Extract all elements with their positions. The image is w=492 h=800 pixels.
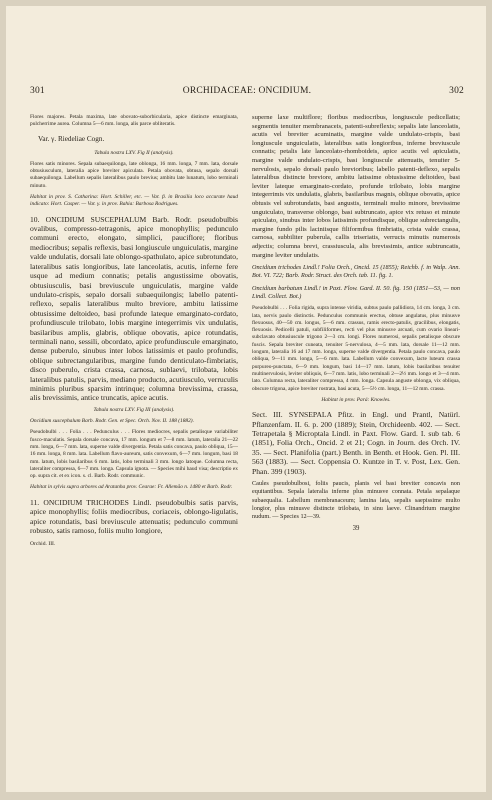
species-10-description: 10. ONCIDIUM SUSCEPHALUM Barb. Rodr. pseudobulbis ovalibus, compresso-tetragonis, apice monophyllis; pedunculo communi erecto, elongato, simplici, pauciflore; floribus mediocribus; sepalis reflexis, basi longiuscule unguiculatis, margine valde undulatis, dorsali late oblongo-spathulato, apice subrotundato, lateralibus satis longioribus, late lanceolatis, acutis, inferne fere usque ad medium connatis; petalis angustissime obovatis, obtusiusculis, basi breviuscule unguiculatis, margine valde undulato-crispis, sepalo dorsali subaequilongis; labello patenti-reflexo, sepalis lateralibus multo breviore, ambitu latissime obtusissime deltoideo, basi profunde lateque emarginato-cordato, profundiuscule trilobato, lobis margine integerrimis vix undulatis, basilaribus amplis, glabris, oblique obovatis, apice rotundatis, terminali nano, sessili, obcordato, apice profundiuscule emarginato, dense puberulo, sinubus inter lobos latissimis et paulo profundis, oblique subrectangularibus, margine fundo denticulato-fimbriatis, disco puberulo, crista crassa, carnosa, sublaevi, trilobata, lobis lateralibus patulis, parvis, mediano producto, acutiusculo, verruculis minimis pluribus sparsim intrinque; columna brevissima, crassa, alis brevissimis, antice truncatis, apice acutis. <box>30 214 238 403</box>
species-11-description: 11. ONCIDIUM TRICHODES Lindl. pseudobulbis satis parvis, apice monophyllis; foliis mediocribus, coriaceis, oblongo-ligulatis, apice rotundatis, basi breviuscule attenuatis; pedunculo communi robusto, satis ramoso, foliis multo longiore, <box>30 497 238 535</box>
species-10-tabula: Tabula nostra LXV. Fig III (analysis). <box>93 406 175 413</box>
species-10-details: Pseudobulbi . . . Folia . . . Pedunculus . . . Flores mediocres, sepalis petalisque variabiliter fusco-maculatis. Sepala dorsale concava, 17 mm. longum et 7—8 mm. latum, lateralia 21—22 mm. longa, 6—7 mm. lata, superne valde divergentia. Petala satis concava, paulo obliqua, 15—16 mm. longa, 8 mm. lata. Labellum flavo-aureum, satis convexum, 6—7 mm. longum, basi 18 mm. latum, lobis basilaribus 6 mm. latis, lobo terminali 3 mm. longo latoque. Columna recta, lateraliter compressa, 6—7 mm. longa. Capsula ignota. — Species mihi haud visa; descriptio ex op. supra cit. et ex icon. s. cl. Barb. Rodr. communic. <box>30 429 238 480</box>
running-title: ORCHIDACEAE: ONCIDIUM. <box>182 86 312 96</box>
species-11-citation-1: Oncidium trichodes Lindl.! Folia Orch., Oncid. 15 (1855); Reichb. f. in Walp. Ann. Bot. VI. 722; Barb. Rodr. Struct. des Orch. tab. 11. fig. 1. <box>252 264 460 280</box>
left-column <box>30 114 238 774</box>
species-10-habitat: Habitat in sylvis supra arbores ad Aratanha prov. Cearae: Fr. Allemão n. 1480 et Barb. Rodr. <box>30 484 233 491</box>
page-number-right: 302 <box>449 86 464 96</box>
paragraph-flores-majores: Flores majores. Petala maxima, late obovato-suborbicularia, apice distincte emarginata, pulcherrime aurea. Columna 5—6 mm. longa, alis parce obliteratis. <box>30 114 238 128</box>
page-header <box>30 86 464 102</box>
section-synsepala-heading: Sect. III. SYNSEPALA Pfitz. in Engl. und Prantl, Natürl. Pflanzenfam. II. 6. p. 200 (1889); Stein, Orchideenb. 402. — Sect. Tetrapetala § Microptala Lindl. in Paxt. Flow. Gard. I. sub tab. 6 (1851), Folia Orch., Oncid. 2 et 21; Cogn. in Journ. des Orch. IV. 35. — Sect. Planifolia (part.) Benth. in Benth. et Hook. Gen. Pl. III. 563 (1883). — Sect. Coppensia O. Kuntze in T. v. Post, Lex. Gen. Phan. 399 (1903). <box>252 410 460 476</box>
variety-tabula: Tabula nostra LXV. Fig II (analysis). <box>94 149 174 156</box>
page-footer-left <box>30 541 238 551</box>
species-11-details: Pseudobulbi . . . Folia rigida, supra intense viridia, subtus paulo pallidiora, 14 cm. longa, 3 cm. lata, nervis paulo distinctis. Pedunculus communis erectus, obtuse angulatus, plus minusve flexuosus, 40—50 cm. longus, 5—6 mm. crassus, ramis erecto-patulis, gracilibus, elongatis, flexuosis. Pedicelli patuli, subfiliformes, recti vel plus minusve arcuati, cum ovario lineari-subclavato obtusiuscule trigono 2—3 cm. longi. Flores numerosi, sepalis petalisque obscure fuscis. Sepala breviter cuneata, tenuiter 5-nervulosa, 4—5 mm. lata, dorsale 11—12 mm. longum, lateralia 16 ad 17 mm. longa, superne valde divergentia. Petala paulo concava, paulo obliqua, 9—11 mm. longa, 5—6 mm. lata. Labellum valde convexum, lacte luteum crassa purpureo-punctata, 6—9 mm. longum, basi 14—17 mm. latum, lobis basilaribus tenuiter multinervulosis, leviter obliquis, 6—7 mm. latis, lobo terminali 2—2½ mm. longo et 3—4 mm. lato. Columna recta, lateraliter compressa, 4 mm. longa. Capsula anguste oblonga, vix obliqua, obscure trigona, apice breviter rostrata, basi acuta, 5—5½ cm. longa, 11—12 mm. crassa. <box>252 305 460 392</box>
bottom-page-number: 39 <box>352 525 360 533</box>
species-11-habitat: Habitat in prov. Pará: Knowles. <box>321 396 391 403</box>
species-11-citation-2: Oncidium barbatum Lindl.! in Paxt. Flow. Gard. II. 50. fig. 150 (1851—53, — non Lindl. Collect. Bot.) <box>252 284 460 300</box>
species-10-citation: Oncidium suscephalum Barb. Rodr. Gen. et Spec. Orch. Nov. II. 188 (1882). <box>30 418 194 425</box>
habitat-variety: Habitat in prov. S. Catharina: Hort. Schiller, etc. — Var. β. in Brasilia loco accurate haud indicato: Hort. Casper. — Var. γ. in prov. Bahia: Barbosa Rodrigues. <box>30 194 238 208</box>
page-number-left: 301 <box>30 86 45 96</box>
signature-mark: Orchid. III. <box>30 541 56 548</box>
variety-description: Flores satis minores. Sepala subaequilonga, late oblonga, 16 mm. longa, 7 mm. lata, dorsale obtusiusculum, lateralia apice breviter apiculata. Petala obovata, obtusa, sepalo dorsali subaequilonga. Labellum sepalis lateralibus paulo brevius; ambitu late lunatum, lobo terminali minuto. <box>30 160 238 189</box>
document-page <box>6 6 486 792</box>
section-synsepala-description: Caules pseudobulbosi, foliis paucis, planis vel basi breviter concavis non equitantibus. Sepala lateralia inferne plus minusve connata. Petala sepalaque subaequalia. Labellum membranaceum; lamina lata, sepalis saepissime multo longior, plus minusve distincte trilobata, in sinu laeve. Clinandrium margine nudum. — Species 12—39. <box>252 479 460 521</box>
right-column <box>252 114 460 774</box>
species-11-continued: superne laxe multiflore; floribus mediocribus, longiuscule pedicellatis; segmentis tenuiter membranaceis, patenti-subreflexis; sepalis late lanceolatis, acutis vel breviter acuminatis, margine valde undulato-crispis, basi longiuscule unguiculatis, lateralibus satis longioribus, inferne breviuscule connatis; petalis late lanceolato-rhomboideis, apice acutis vel apiculatis, margine valde undulato-crispis, basi longiuscule attenuatis, tenuiter 5-nervulosis, sepalo dorsali paulo brevioribus; labello patenti-deflexo, sepalis lateralibus distincte breviore, ambitu latissime obtusissime deltoideo, basi leviter lateque emarginato-cordato, profunde trilobato, lobis margine integerrimis vix undulatis, glabris, basilaribus magnis, oblique obovatis, apice obtusis vel subrotundatis, basi angustis, terminali multo minore, brevissime unguiculato, transverse oblongo, basi subtruncato, apice vix retuso et minute apiculato, sinubus inter lobos latissimis profundisque, oblique subrectangulis, margine fundo pilis laciniisque filiformibus fimbriatis, crista valde crassa, carnosa, subbiliter puberula, callis triseriatis, verrucis minutis numerosis adjectis; columna brevi, crassiuscula, alis brevissimis, antice subtruncatis, margine leviter undulatis. <box>252 114 460 259</box>
variety-heading: Var. γ. Riedeliae Cogn. <box>38 134 105 143</box>
